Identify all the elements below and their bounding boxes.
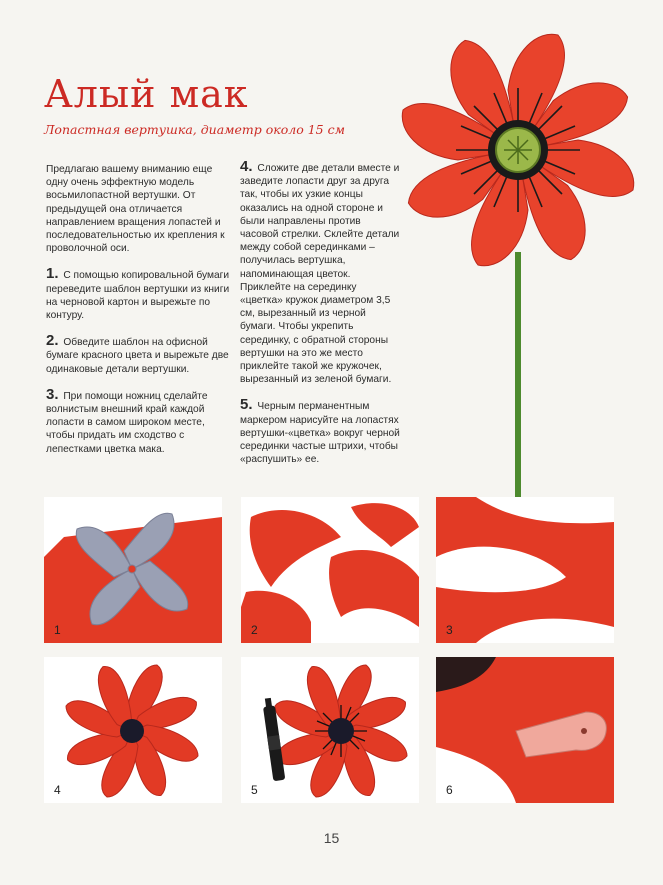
step-text: Обведите шаблон на офисной бумаге красного цвета и вырежьте две одинаковые детали вертушки. — [46, 337, 229, 375]
photo-label: 4 — [54, 783, 61, 797]
step-photo-6 — [436, 657, 614, 803]
photo-label: 3 — [446, 623, 453, 637]
step-photo-5 — [241, 657, 419, 803]
intro-paragraph: Предлагаю вашему вниманию еще одну очень эффектную модель восьмилопастной вертушки. От предыдущей она отличается направлением вращения лопастей и последовательностью их крепления к проволочной оси. — [46, 164, 225, 255]
step-photo-2 — [241, 497, 419, 643]
step-number: 2. — [46, 332, 59, 350]
step-text: С помощью копировальной бумаги переведите шаблон вертушки из книги на черновой картон и вырежьте по контуру. — [46, 270, 230, 322]
step-3 — [46, 385, 231, 456]
step-photo-3 — [436, 497, 614, 643]
step-photo-1 — [44, 497, 222, 643]
step-number: 4. — [240, 158, 253, 175]
photo-label: 1 — [54, 623, 61, 637]
left-column — [46, 163, 231, 468]
step-number: 5. — [240, 396, 253, 414]
poppy-pinwheel-illustration — [356, 22, 656, 502]
step-text: Сложите две детали вместе и заведите лопасти друг за друга так, чтобы их узкие концы оказались на одной стороне и были направлены против часовой стрелки. Склейте детали между собой серединками – получилась вертушка, напоминающая цветок. Приклейте на серединку «цветка» кружок диаметром 3,5 см, вырезанный из черной бумаги. Чтобы укрепить серединку, с обратной стороны вертушки на это же место приклейте такой же кружочек, вырезанный из зеленой бумаги. — [240, 163, 400, 386]
step-1 — [46, 267, 231, 322]
page-title: Алый мак — [44, 72, 249, 116]
step-number: 3. — [46, 385, 59, 403]
photo-label: 6 — [446, 783, 453, 797]
photo-label: 2 — [251, 623, 258, 637]
step-text: При помощи ножниц сделайте волнистым внешний край каждой лопасти в самом широком месте, чтобы придать им сходство с лепестками цветка мака. — [46, 390, 208, 455]
step-number: 1. — [46, 265, 59, 283]
step-photo-4 — [44, 657, 222, 803]
page-number: 15 — [323, 830, 340, 846]
step-2 — [46, 334, 231, 376]
photo-label: 5 — [251, 783, 258, 797]
step-text: Черным перманентным маркером нарисуйте на лопастях вертушки-«цветка» вокруг черной серединки частые штрихи, чтобы «распушить» ее. — [240, 401, 400, 466]
page-subtitle: Лопастная вертушка, диаметр около 15 см — [44, 122, 345, 137]
